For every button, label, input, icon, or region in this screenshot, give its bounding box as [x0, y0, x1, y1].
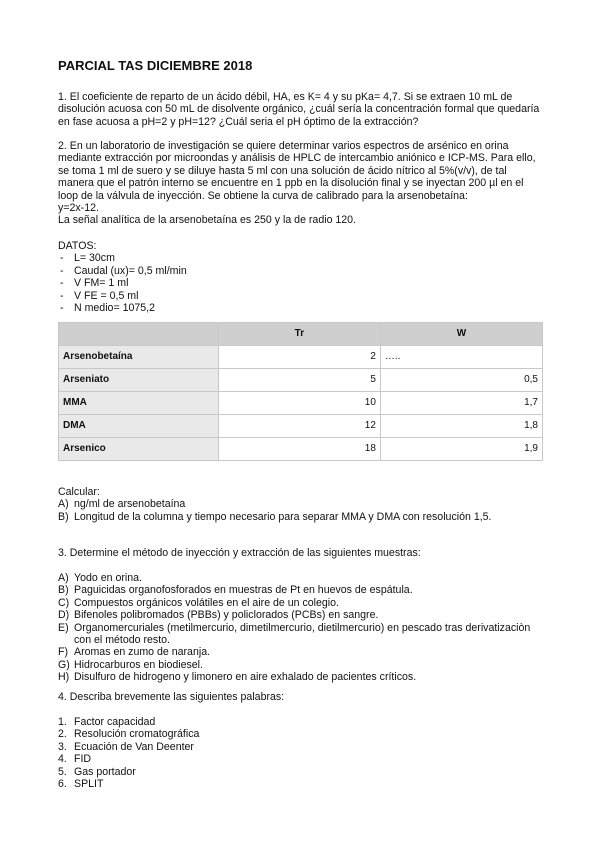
question-4 — [58, 691, 544, 703]
question-3-text: 3. Determine el método de inyección y extracción de las siguientes muestras: — [58, 547, 421, 559]
row-w: ….. — [380, 346, 542, 369]
row-tr: 5 — [218, 369, 380, 392]
row-name: MMA — [59, 392, 219, 415]
table-row — [59, 415, 543, 438]
list-item — [58, 778, 544, 790]
list-item — [58, 572, 544, 584]
list-item — [58, 646, 544, 658]
item-marker: D) — [58, 609, 70, 622]
list-item — [58, 584, 544, 596]
item-text: Gas portador — [74, 765, 136, 778]
table-row — [59, 346, 543, 369]
question-4-list-wrap — [58, 716, 544, 790]
signal-text: La señal analítica de la arsenobetaína es 250 y la de radio 120. — [58, 214, 357, 227]
datos-item: - N medio= 1075,2 — [58, 302, 544, 314]
retention-table — [58, 322, 543, 461]
calcular-label: Calcular: — [58, 486, 100, 498]
datos-item: - V FE = 0,5 ml — [58, 290, 544, 302]
question-1 — [58, 91, 544, 128]
item-text: Aromas en zumo de naranja. — [74, 646, 211, 659]
question-3 — [58, 547, 544, 559]
list-item — [58, 498, 544, 510]
item-marker: H) — [58, 671, 70, 684]
item-text: Organomercuriales (metilmercurio, dimetilmercurio, dietilmercurio) en pescado tras derivatizaciòn con el método resto. — [74, 621, 531, 647]
table-row — [59, 438, 543, 461]
table-row — [59, 392, 543, 415]
table-header-w: W — [380, 323, 542, 346]
row-w: 0,5 — [380, 369, 542, 392]
question-1-text: 1. El coeficiente de reparto de un ácido débil, HA, es K= 4 y su pKa= 4,7. Si se extraen 10 mL de disolución acuosa con 50 mL de disolvente orgánico, ¿cuál sería la concentración formal que quedaría en fase acuosa a pH=2 y pH=12? ¿Cuál seria el pH óptimo de la extracción? — [58, 91, 540, 128]
list-item — [58, 728, 544, 740]
item-marker: G) — [58, 658, 70, 671]
page-title: PARCIAL TAS DICIEMBRE 2018 — [58, 58, 253, 73]
row-name: Arseniato — [59, 369, 219, 392]
question-2 — [58, 140, 544, 227]
row-w: 1,9 — [380, 438, 542, 461]
item-text: Compuestos orgánicos volátiles en el aire de un colegio. — [74, 596, 339, 609]
item-marker: E) — [58, 621, 69, 634]
item-text: Resolución cromatográfica — [74, 728, 200, 741]
datos-list — [58, 252, 544, 314]
row-name: Arsenobetaína — [59, 346, 219, 369]
row-tr: 18 — [218, 438, 380, 461]
item-text: SPLIT — [74, 778, 104, 791]
list-item — [58, 609, 544, 621]
item-marker: 6. — [58, 778, 67, 791]
item-marker: 1. — [58, 716, 67, 728]
item-text: Ecuación de Van Deenter — [74, 740, 194, 753]
question-4-list — [58, 716, 544, 790]
table-row — [59, 369, 543, 392]
row-w: 1,7 — [380, 392, 542, 415]
datos-label: DATOS: — [58, 240, 97, 252]
item-marker: A) — [58, 498, 69, 511]
calcular-list — [58, 498, 544, 523]
item-marker: 4. — [58, 753, 67, 766]
datos-item: - V FM= 1 ml — [58, 277, 544, 289]
item-marker: C) — [58, 596, 70, 609]
table-header-empty — [59, 323, 219, 346]
item-text: Factor capacidad — [74, 716, 156, 728]
row-name: Arsenico — [59, 438, 219, 461]
question-4-text: 4. Describa brevemente las siguientes palabras: — [58, 691, 285, 703]
question-2-text: 2. En un laboratorio de investigación se quiere determinar varios espectros de arsénico en orina mediante extracción por microondas y análisis de HPLC de intercambio aniónico e ICP-MS. Para ello, se toma 1 ml de suero y se diluye hasta 5 ml con una solución de ácido nítrico al 5%(v/v), de tal manera que el patrón interno se encuentre en 1 ppb en la disolución final y se inyectan 200 µl en el loop de la válvula de inyección. Se obtiene la curva de calibrado para la arsenobetaína: — [58, 140, 536, 202]
item-marker: 3. — [58, 740, 67, 753]
list-item — [58, 659, 544, 671]
row-tr: 10 — [218, 392, 380, 415]
list-item — [58, 671, 544, 683]
item-text: FID — [74, 753, 92, 766]
row-tr: 2 — [218, 346, 380, 369]
item-text: Paguicidas organofosforados en muestras de Pt en huevos de espátula. — [74, 584, 413, 597]
datos-item: - Caudal (ux)= 0,5 ml/min — [58, 265, 544, 277]
item-marker: A) — [58, 572, 69, 584]
calibration-equation: y=2x-12. — [58, 202, 99, 215]
row-name: DMA — [59, 415, 219, 438]
question-3-list — [58, 572, 544, 684]
row-tr: 12 — [218, 415, 380, 438]
item-text: Disulfuro de hidrogeno y limonero en aire exhalado de pacientes críticos. — [74, 671, 417, 684]
table-header-row — [59, 323, 543, 346]
calcular-section — [58, 486, 544, 523]
item-text: Bifenoles polibromados (PBBs) y policlorados (PCBs) en sangre. — [74, 609, 379, 622]
row-w: 1,8 — [380, 415, 542, 438]
datos-item: - L= 30cm — [58, 252, 544, 264]
list-item — [58, 741, 544, 753]
list-item — [58, 753, 544, 765]
item-marker: 2. — [58, 728, 67, 741]
item-marker: B) — [58, 584, 69, 597]
item-marker: B) — [58, 510, 69, 523]
list-item — [58, 716, 544, 728]
list-item — [58, 511, 544, 523]
datos-section — [58, 240, 544, 314]
item-text: ng/ml de arsenobetaína — [74, 498, 186, 511]
item-text: Longitud de la columna y tiempo necesario para separar MMA y DMA con resolución 1,5. — [74, 510, 492, 523]
list-item — [58, 766, 544, 778]
list-item — [58, 622, 544, 647]
item-text: Hidrocarburos en biodiesel. — [74, 658, 203, 671]
item-text: Yodo en orina. — [74, 572, 142, 584]
item-marker: 5. — [58, 765, 67, 778]
list-item — [58, 597, 544, 609]
item-marker: F) — [58, 646, 68, 659]
table-header-tr: Tr — [218, 323, 380, 346]
question-3-list-wrap — [58, 572, 544, 684]
